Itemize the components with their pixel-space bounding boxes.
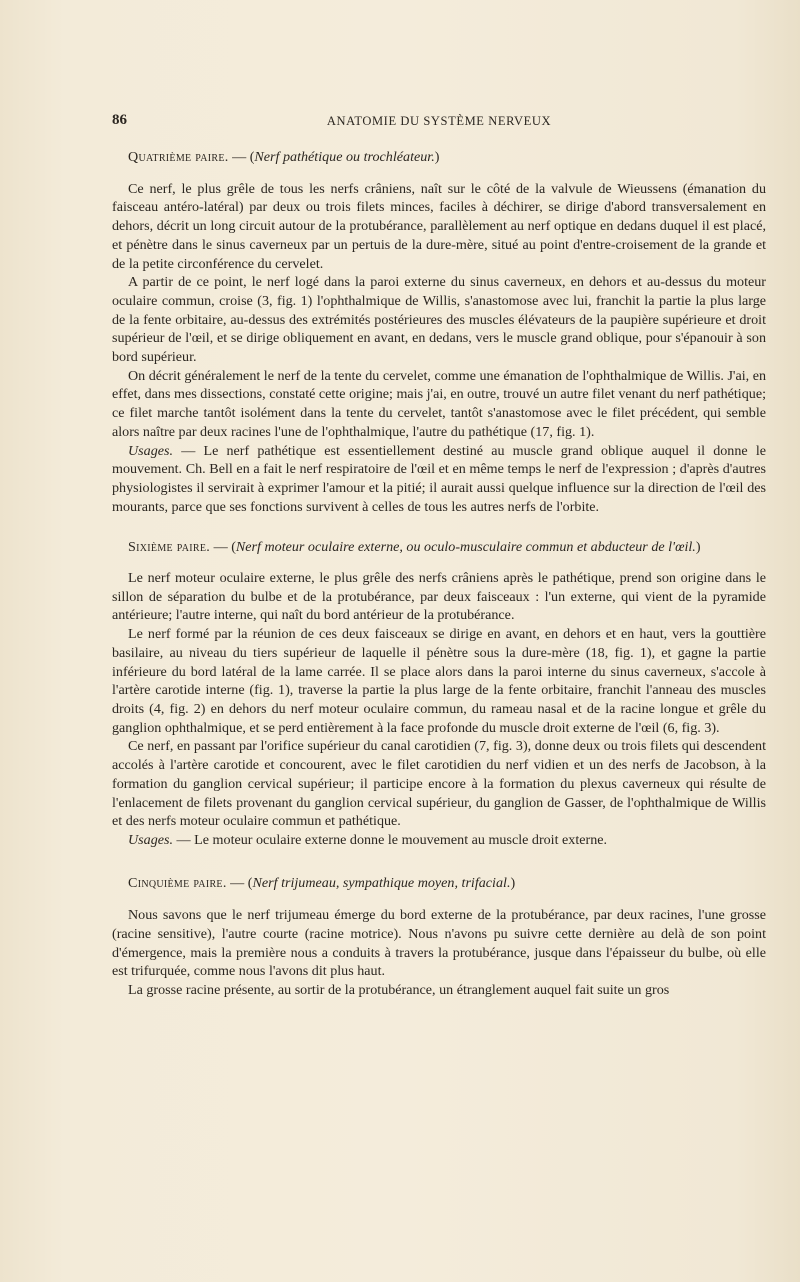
usage-label: Usages. [128,831,174,848]
section-heading-fourth-pair: Quatrième paire. — (Nerf pathétique ou trochléateur.) [128,149,440,165]
page-body [112,148,766,1000]
usage-label: Usages. [128,442,174,459]
usage-paragraph: Usages. — Le nerf pathétique est essentiellement destiné au muscle grand oblique auquel il donne le mouvement. Ch. Bell en a fait le nerf respiratoire de l'œil et en même temps le nerf de l'expression ; d'après d'autres physiologistes il servirait à exprimer l'amour et la pitié; il aurait aussi quelque influence sur la direction de l'œil des mourants, parce que ses fonctions survivent à celles de tous les autres nerfs de l'orbite. [112,442,766,515]
section-heading-sixth-pair: Sixième paire. — (Nerf moteur oculaire externe, ou oculo-musculaire commun et abducteur de l'œil.) [128,539,701,556]
paragraph: Ce nerf, le plus grêle de tous les nerfs crâniens, naît sur le côté de la valvule de Wieussens (émanation du faisceau antéro-latéral) par deux ou trois filets minces, faciles à déchirer, se dirige d'abord transversalement en dehors, décrit un long circuit autour de la protubérance, parallèlement au nerf optique en dedans duquel il est placé, et pénètre dans le sinus caverneux par un pertuis de la dure-mère, situé au point d'entre-croisement de la grande et de la petite circonférence du cervelet. [112,180,766,272]
paragraph: Ce nerf, en passant par l'orifice supérieur du canal carotidien (7, fig. 3), donne deux ou trois filets qui descendent accolés à l'artère carotide et concourent, avec le filet carotidien du nerf vidien et un des nerfs de Jacobson, à la formation du ganglion cervical supérieur; il participe encore à la formation du plexus caverneux qui résulte de l'enlacement de filets provenant du ganglion cervical supérieur, du ganglion de Gasser, de l'ophthalmique de Willis et des nerfs moteur oculaire commun et pathétique. [112,738,766,830]
page-number: 86 [112,112,127,128]
page-header [112,112,766,134]
paragraph: Le nerf moteur oculaire externe, le plus grêle des nerfs crâniens après le pathétique, prend son origine dans le sillon de séparation du bulbe et de la protubérance, par deux faisceaux : l'un externe, qui vient de la pyramide antérieure; l'autre interne, qui naît du bord antérieur de la protubérance. [112,570,766,624]
paragraph: On décrit généralement le nerf de la tente du cervelet, comme une émanation de l'ophthalmique de Willis. J'ai, en effet, dans mes dissections, constaté cette origine; mais j'ai, en outre, trouvé un autre filet venant du nerf pathétique; ce filet marche tantôt isolément dans la tente du cervelet, tantôt s'anastomose avec le filet précédent, qui semble alors naître par deux racines l'une de l'ophthalmique, l'autre du pathétique (17, fig. 1). [112,367,766,440]
paragraph: Le nerf formé par la réunion de ces deux faisceaux se dirige en avant, en dehors et en haut, vers la gouttière basilaire, au niveau du tiers supérieur de laquelle il pénètre sous la dure-mère (18, fig. 1), et gagne la partie inférieure du bord latéral de la lame carrée. Il se place alors dans la paroi interne du sinus caverneux, s'accole à l'artère carotide interne (fig. 1), traverse la partie la plus large de la fente orbitaire, franchit l'anneau des muscles droits (4, fig. 2) en dehors du nerf moteur oculaire commun, du rameau nasal et de la racine longue et grêle du ganglion ophthalmique, et se perd entièrement à la face profonde du muscle droit externe de l'œil (6, fig. 3). [112,626,766,736]
paragraph: Nous savons que le nerf trijumeau émerge du bord externe de la protubérance, par deux racines, l'une grosse (racine sensitive), l'autre courte (racine motrice). Nous n'avons pu suivre cette dernière au delà de son point d'émergence, mais la première nous a conduits à travers la protubérance, jusque dans l'épaisseur du bulbe, où elle est trifurquée, comme nous l'avons dit plus haut. [112,907,766,980]
running-title: ANATOMIE DU SYSTÈME NERVEUX [326,114,552,128]
paragraph: La grosse racine présente, au sortir de la protubérance, un étranglement auquel fait suite un gros [128,982,670,999]
paragraph: A partir de ce point, le nerf logé dans la paroi externe du sinus caverneux, en dehors et au-dessus du moteur oculaire commun, croise (3, fig. 1) l'ophthalmique de Willis, s'anastomose avec lui, franchit la partie la plus large de la fente orbitaire, au-dessus des extrémités postérieures des muscles élévateurs de la paupière supérieure et droit supérieur de l'œil, et se dirige obliquement en avant, en dedans, vers le muscle grand oblique, pour s'épanouir à son bord supérieur. [112,274,766,366]
section-heading-fifth-pair: Cinquième paire. — (Nerf trijumeau, sympathique moyen, trifacial.) [128,874,516,891]
usage-paragraph: Usages. — Le moteur oculaire externe donne le mouvement au muscle droit externe. [128,831,608,848]
